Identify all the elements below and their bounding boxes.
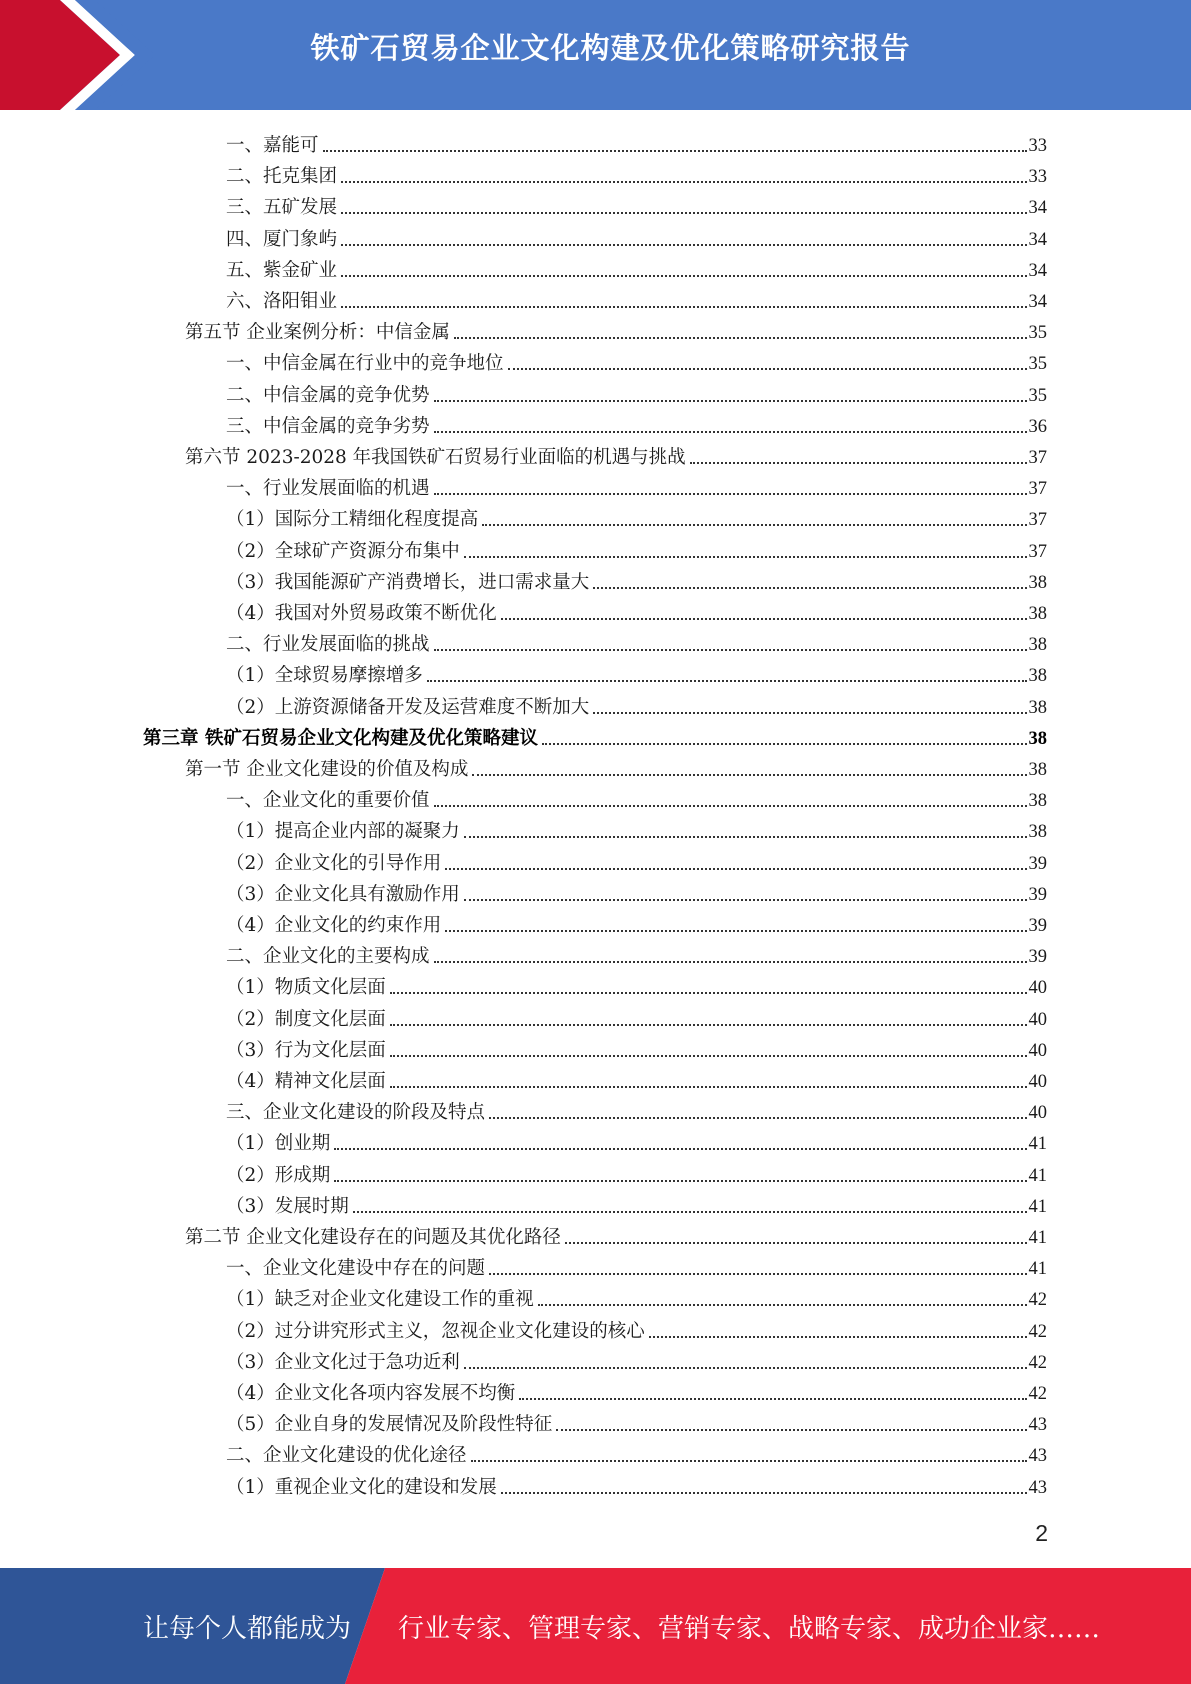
- toc-entry-title: （2）制度文化层面: [226, 1008, 386, 1030]
- toc-dot-leader: [434, 400, 1027, 402]
- toc-entry-title: 二、托克集团: [226, 166, 338, 188]
- toc-entry-page: 38: [1028, 728, 1047, 749]
- toc-dot-leader: [593, 712, 1026, 714]
- toc-entry-title: 二、企业文化建设的优化途径: [226, 1445, 467, 1467]
- toc-entry-page: 36: [1028, 416, 1047, 437]
- toc-dot-leader: [542, 743, 1027, 745]
- toc-entry-title: （1）全球贸易摩擦增多: [226, 665, 423, 687]
- toc-entry-page: 43: [1028, 1446, 1047, 1467]
- toc-dot-leader: [593, 587, 1026, 589]
- toc-entry[interactable]: [226, 345, 1047, 376]
- toc-entry-page: 35: [1028, 354, 1047, 375]
- toc-entry-title: （5）企业自身的发展情况及阶段性特征: [226, 1414, 553, 1436]
- toc-dot-leader: [501, 1492, 1027, 1494]
- toc-dot-leader: [334, 1180, 1026, 1182]
- toc-entry[interactable]: [226, 1063, 1047, 1094]
- toc-entry-title: 一、行业发展面临的机遇: [226, 478, 430, 500]
- toc-entry-title: 三、五矿发展: [226, 197, 338, 219]
- toc-entry-title: （4）企业文化各项内容发展不均衡: [226, 1383, 516, 1404]
- toc-entry[interactable]: [226, 907, 1047, 938]
- toc-entry[interactable]: [143, 720, 1047, 751]
- toc-entry-page: 37: [1028, 479, 1047, 500]
- toc-entry-page: 40: [1028, 1103, 1047, 1124]
- toc-dot-leader: [454, 337, 1027, 339]
- toc-entry[interactable]: [226, 189, 1047, 220]
- toc-entry[interactable]: [226, 689, 1047, 720]
- toc-dot-leader: [323, 150, 1027, 152]
- toc-entry-page: 34: [1028, 260, 1047, 281]
- toc-entry[interactable]: [226, 158, 1047, 189]
- toc-entry[interactable]: [226, 1125, 1047, 1156]
- toc-entry-page: 35: [1028, 323, 1047, 344]
- toc-entry[interactable]: [226, 1281, 1047, 1312]
- toc-entry-title: （1）提高企业内部的凝聚力: [226, 821, 460, 843]
- toc-entry-title: 二、中信金属的竞争优势: [226, 384, 430, 406]
- toc-entry-page: 38: [1028, 572, 1047, 593]
- toc-dot-leader: [538, 1304, 1027, 1306]
- toc-entry-page: 38: [1028, 666, 1047, 687]
- toc-entry-title: 一、嘉能可: [226, 135, 319, 156]
- toc-dot-leader: [464, 836, 1027, 838]
- toc-dot-leader: [464, 556, 1027, 558]
- toc-entry-page: 37: [1028, 541, 1047, 562]
- toc-entry[interactable]: [226, 1250, 1047, 1281]
- toc-dot-leader: [341, 306, 1026, 308]
- toc-entry-title: （3）我国能源矿产消费增长，进口需求量大: [226, 571, 590, 593]
- toc-entry-page: 41: [1028, 1228, 1047, 1248]
- toc-dot-leader: [464, 899, 1027, 901]
- toc-entry-title: 第六节 2023-2028 年我国铁矿石贸易行业面临的机遇与挑战: [185, 447, 686, 468]
- toc-entry[interactable]: [226, 782, 1047, 813]
- toc-entry-title: （2）过分讲究形式主义，忽视企业文化建设的核心: [226, 1320, 645, 1342]
- toc-dot-leader: [434, 961, 1027, 963]
- toc-entry[interactable]: [185, 439, 1047, 470]
- toc-entry[interactable]: [226, 408, 1047, 439]
- toc-entry[interactable]: [226, 1188, 1047, 1219]
- toc-entry-page: 38: [1028, 604, 1047, 624]
- toc-dot-leader: [341, 181, 1026, 183]
- toc-entry-page: 39: [1028, 947, 1047, 968]
- toc-entry-title: 二、行业发展面临的挑战: [226, 634, 430, 656]
- toc-dot-leader: [434, 493, 1027, 495]
- toc-entry-title: 四、厦门象屿: [226, 228, 338, 250]
- toc-dot-leader: [341, 212, 1026, 214]
- toc-entry[interactable]: [226, 1094, 1047, 1125]
- report-title: 铁矿石贸易企业文化构建及优化策略研究报告: [310, 31, 911, 65]
- toc-dot-leader: [445, 868, 1026, 870]
- toc-entry-title: （1）重视企业文化的建设和发展: [226, 1476, 497, 1498]
- toc-entry[interactable]: [226, 876, 1047, 907]
- toc-entry-title: 一、企业文化的重要价值: [226, 790, 430, 812]
- toc-entry-page: 33: [1028, 136, 1047, 156]
- toc-entry[interactable]: [226, 533, 1047, 564]
- footer-slogan-left: 让每个人都能成为: [143, 1614, 352, 1644]
- toc-entry[interactable]: [226, 1032, 1047, 1063]
- toc-dot-leader: [341, 275, 1026, 277]
- toc-dot-leader: [434, 649, 1027, 651]
- toc-entry-page: 41: [1028, 1165, 1047, 1186]
- header-arrow-icon: [0, 0, 200, 110]
- toc-entry-title: 一、中信金属在行业中的竞争地位: [226, 353, 504, 375]
- toc-dot-leader: [565, 1242, 1027, 1244]
- toc-entry-title: （4）精神文化层面: [226, 1071, 386, 1092]
- page-number: 2: [1035, 1520, 1048, 1546]
- toc-entry[interactable]: [226, 564, 1047, 595]
- toc-entry-page: 39: [1028, 853, 1047, 874]
- toc-entry-title: （4）我国对外贸易政策不断优化: [226, 603, 497, 624]
- toc-entry[interactable]: [226, 657, 1047, 688]
- toc-entry-page: 42: [1028, 1384, 1047, 1404]
- toc-entry-title: 第二节 企业文化建设存在的问题及其优化路径: [185, 1227, 561, 1248]
- toc-entry-page: 43: [1028, 1415, 1047, 1436]
- toc-entry-page: 40: [1028, 1072, 1047, 1092]
- toc-dot-leader: [501, 618, 1027, 620]
- toc-dot-leader: [353, 1211, 1027, 1213]
- toc-entry-page: 37: [1028, 510, 1047, 531]
- toc-entry-title: （2）全球矿产资源分布集中: [226, 540, 460, 562]
- toc-dot-leader: [519, 1398, 1026, 1400]
- toc-dot-leader: [390, 1055, 1027, 1057]
- toc-entry[interactable]: [226, 813, 1047, 844]
- toc-entry-page: 34: [1028, 229, 1047, 250]
- toc-dot-leader: [471, 1460, 1027, 1462]
- toc-entry[interactable]: [226, 221, 1047, 252]
- toc-entry-title: 六、洛阳钼业: [226, 291, 338, 312]
- toc-entry[interactable]: [226, 1375, 1047, 1406]
- toc-dot-leader: [390, 992, 1027, 994]
- toc-dot-leader: [390, 1086, 1027, 1088]
- toc-dot-leader: [489, 1117, 1026, 1119]
- toc-entry[interactable]: [226, 377, 1047, 408]
- toc-entry[interactable]: [226, 501, 1047, 532]
- toc-entry[interactable]: [226, 845, 1047, 876]
- toc-dot-leader: [390, 1024, 1027, 1026]
- toc-entry[interactable]: [185, 1219, 1047, 1250]
- toc-entry[interactable]: [226, 1469, 1047, 1500]
- toc-entry-title: 第一节 企业文化建设的价值及构成: [185, 759, 469, 780]
- toc-entry[interactable]: [185, 314, 1047, 345]
- toc-dot-leader: [489, 1273, 1026, 1275]
- toc-entry[interactable]: [226, 1406, 1047, 1437]
- toc-entry-title: （1）国际分工精细化程度提高: [226, 509, 479, 531]
- report-footer: [0, 1568, 1191, 1684]
- toc-dot-leader: [649, 1336, 1027, 1338]
- toc-entry-page: 39: [1028, 916, 1047, 936]
- toc-entry-title: （1）创业期: [226, 1133, 331, 1155]
- toc-entry-page: 37: [1028, 448, 1047, 468]
- toc-dot-leader: [434, 805, 1027, 807]
- toc-entry[interactable]: [226, 1157, 1047, 1188]
- toc-entry-title: （4）企业文化的约束作用: [226, 915, 442, 936]
- toc-entry-page: 42: [1028, 1352, 1047, 1373]
- toc-entry[interactable]: [226, 938, 1047, 969]
- toc-entry-page: 38: [1028, 635, 1047, 656]
- toc-entry-title: （3）发展时期: [226, 1195, 349, 1217]
- toc-entry[interactable]: [226, 969, 1047, 1000]
- toc-dot-leader: [508, 368, 1027, 370]
- toc-entry-title: （2）上游资源储备开发及运营难度不断加大: [226, 696, 590, 718]
- toc-entry-page: 41: [1028, 1259, 1047, 1280]
- toc-entry[interactable]: [226, 127, 1047, 158]
- toc-entry[interactable]: [226, 595, 1047, 626]
- toc-entry-page: 41: [1028, 1196, 1047, 1217]
- toc-entry-title: 三、企业文化建设的阶段及特点: [226, 1102, 486, 1124]
- toc-entry-title: 三、中信金属的竞争劣势: [226, 415, 430, 437]
- toc-dot-leader: [556, 1429, 1026, 1431]
- toc-dot-leader: [341, 244, 1026, 246]
- toc-entry[interactable]: [226, 283, 1047, 314]
- toc-entry-title: 第五节 企业案例分析：中信金属: [185, 322, 450, 344]
- toc-entry-page: 43: [1028, 1477, 1047, 1498]
- toc-entry-page: 40: [1028, 1040, 1047, 1061]
- toc-entry-title: 五、紫金矿业: [226, 259, 338, 281]
- toc-dot-leader: [334, 1148, 1026, 1150]
- report-header: [0, 0, 1191, 110]
- toc-dot-leader: [472, 774, 1026, 776]
- toc-entry-title: 第三章 铁矿石贸易企业文化构建及优化策略建议: [143, 727, 538, 749]
- toc-entry[interactable]: [226, 252, 1047, 283]
- toc-entry-title: 一、企业文化建设中存在的问题: [226, 1258, 486, 1280]
- toc-entry-page: 40: [1028, 1009, 1047, 1030]
- toc-dot-leader: [427, 680, 1027, 682]
- toc-entry[interactable]: [185, 751, 1047, 782]
- toc-entry-title: （3）行为文化层面: [226, 1039, 386, 1061]
- toc-entry-title: （1）物质文化层面: [226, 977, 386, 999]
- toc-entry-title: 二、企业文化的主要构成: [226, 946, 430, 968]
- toc-entry-page: 42: [1028, 1290, 1047, 1311]
- toc-entry-page: 35: [1028, 385, 1047, 406]
- toc-entry-page: 38: [1028, 822, 1047, 843]
- toc-entry[interactable]: [226, 1344, 1047, 1375]
- toc-entry-page: 34: [1028, 292, 1047, 312]
- toc-entry-page: 42: [1028, 1321, 1047, 1342]
- toc-entry-page: 38: [1028, 760, 1047, 780]
- toc-entry-title: （2）企业文化的引导作用: [226, 852, 442, 874]
- toc-entry[interactable]: [226, 470, 1047, 501]
- toc-entry-page: 38: [1028, 697, 1047, 718]
- footer-slogan-right: 行业专家、管理专家、营销专家、战略专家、成功企业家……: [398, 1614, 1101, 1644]
- toc-dot-leader: [464, 1367, 1027, 1369]
- toc-entry-title: （3）企业文化具有激励作用: [226, 883, 460, 905]
- toc-entry-title: （1）缺乏对企业文化建设工作的重视: [226, 1289, 534, 1311]
- toc-entry[interactable]: [226, 1001, 1047, 1032]
- toc-entry-page: 38: [1028, 791, 1047, 812]
- toc-dot-leader: [445, 930, 1026, 932]
- toc-entry[interactable]: [226, 1437, 1047, 1468]
- toc-entry[interactable]: [226, 1313, 1047, 1344]
- toc-entry-page: 34: [1028, 198, 1047, 219]
- toc-dot-leader: [690, 462, 1027, 464]
- toc-entry-page: 33: [1028, 167, 1047, 188]
- toc-entry[interactable]: [226, 626, 1047, 657]
- toc-dot-leader: [482, 524, 1026, 526]
- toc-entry-page: 40: [1028, 978, 1047, 999]
- toc-entry-page: 41: [1028, 1134, 1047, 1155]
- toc-dot-leader: [434, 431, 1027, 433]
- toc-entry-title: （3）企业文化过于急功近利: [226, 1351, 460, 1373]
- toc-entry-title: （2）形成期: [226, 1164, 331, 1186]
- toc-entry-page: 39: [1028, 884, 1047, 905]
